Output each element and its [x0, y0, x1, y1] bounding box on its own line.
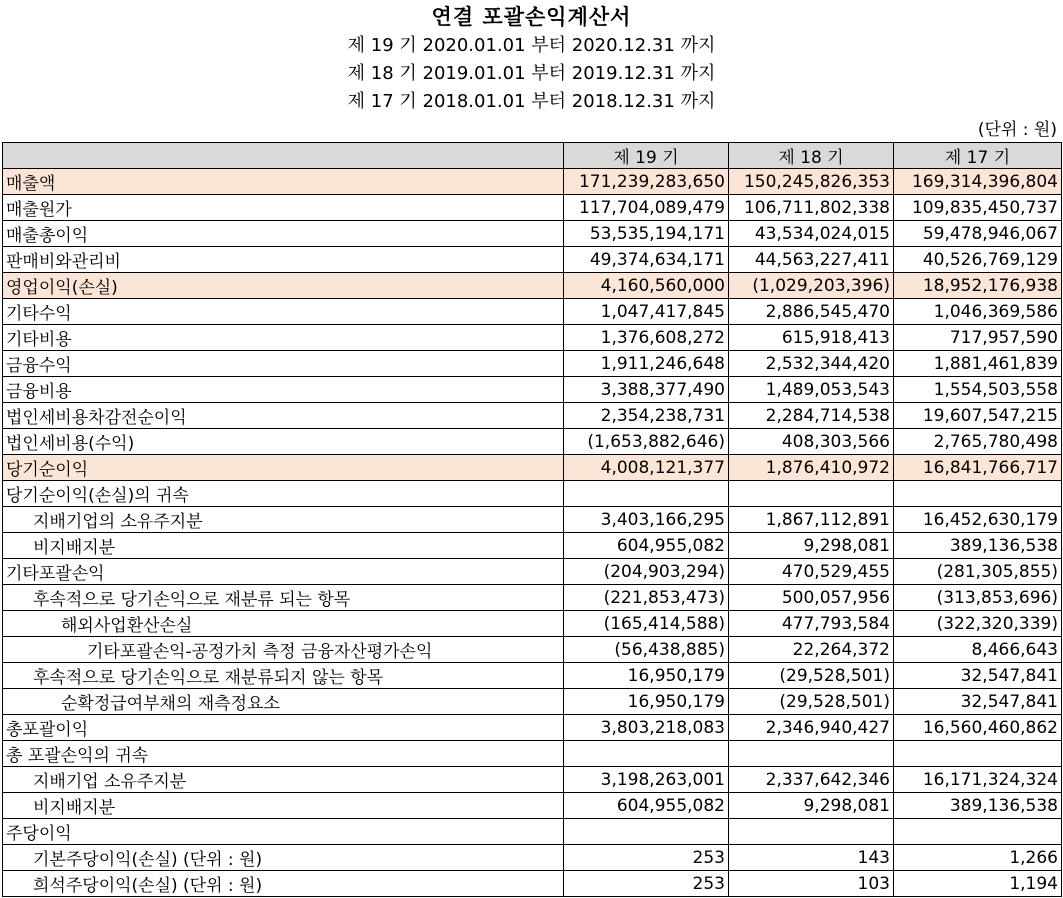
table-row [3, 221, 1062, 247]
column-header-19: 제 19 기 [564, 143, 729, 169]
value-cell-17 [894, 741, 1062, 767]
value-cell-19: (221,853,473) [564, 585, 729, 611]
row-label: 해외사업환산손실 [3, 611, 564, 637]
table-row [3, 741, 1062, 767]
value-cell-17: 1,194 [894, 871, 1062, 897]
row-label: 지배기업 소유주지분 [3, 767, 564, 793]
row-label: 비지배지분 [3, 533, 564, 559]
value-cell-19: 49,374,634,171 [564, 247, 729, 273]
table-row [3, 507, 1062, 533]
row-label: 후속적으로 당기손익으로 재분류되지 않는 항목 [3, 663, 564, 689]
value-cell-19: 16,950,179 [564, 663, 729, 689]
value-cell-18: 2,346,940,427 [729, 715, 894, 741]
value-cell-17: 16,171,324,324 [894, 767, 1062, 793]
row-label: 기타수익 [3, 299, 564, 325]
row-label: 금융수익 [3, 351, 564, 377]
table-row [3, 871, 1062, 897]
value-cell-18: 44,563,227,411 [729, 247, 894, 273]
table-row [3, 533, 1062, 559]
row-label: 총 포괄손익의 귀속 [3, 741, 564, 767]
value-cell-18: 477,793,584 [729, 611, 894, 637]
statement-header [0, 0, 1063, 116]
table-row [3, 169, 1062, 195]
income-statement-table [2, 142, 1062, 897]
row-label: 기타포괄손익 [3, 559, 564, 585]
value-cell-18: 22,264,372 [729, 637, 894, 663]
value-cell-17: 1,266 [894, 845, 1062, 871]
value-cell-18: (29,528,501) [729, 689, 894, 715]
value-cell-19 [564, 741, 729, 767]
table-row [3, 325, 1062, 351]
value-cell-19 [564, 481, 729, 507]
row-label: 판매비와관리비 [3, 247, 564, 273]
table-row [3, 377, 1062, 403]
value-cell-17: 40,526,769,129 [894, 247, 1062, 273]
value-cell-18: 615,918,413 [729, 325, 894, 351]
value-cell-18: 1,867,112,891 [729, 507, 894, 533]
unit-label: (단위 : 원) [977, 120, 1057, 140]
column-header-17: 제 17 기 [894, 143, 1062, 169]
value-cell-17: (281,305,855) [894, 559, 1062, 585]
table-row [3, 403, 1062, 429]
row-label: 희석주당이익(손실) (단위 : 원) [3, 871, 564, 897]
row-label: 기본주당이익(손실) (단위 : 원) [3, 845, 564, 871]
value-cell-19: 253 [564, 845, 729, 871]
value-cell-18: 408,303,566 [729, 429, 894, 455]
value-cell-19: 3,803,218,083 [564, 715, 729, 741]
value-cell-17: 16,841,766,717 [894, 455, 1062, 481]
value-cell-18: 500,057,956 [729, 585, 894, 611]
value-cell-18 [729, 481, 894, 507]
value-cell-18: 150,245,826,353 [729, 169, 894, 195]
table-row [3, 455, 1062, 481]
value-cell-18: 43,534,024,015 [729, 221, 894, 247]
table-row [3, 429, 1062, 455]
row-label: 금융비용 [3, 377, 564, 403]
value-cell-18: (1,029,203,396) [729, 273, 894, 299]
table-row [3, 247, 1062, 273]
value-cell-19: 53,535,194,171 [564, 221, 729, 247]
row-label: 매출액 [3, 169, 564, 195]
value-cell-19: 4,160,560,000 [564, 273, 729, 299]
value-cell-17: 59,478,946,067 [894, 221, 1062, 247]
table-row [3, 663, 1062, 689]
value-cell-18: 9,298,081 [729, 533, 894, 559]
row-label: 법인세비용(수익) [3, 429, 564, 455]
value-cell-19: 16,950,179 [564, 689, 729, 715]
value-cell-19: 604,955,082 [564, 793, 729, 819]
period-line-18: 제 18 기 2019.01.01 부터 2019.12.31 까지 [347, 63, 716, 84]
value-cell-18 [729, 741, 894, 767]
value-cell-17: 16,560,460,862 [894, 715, 1062, 741]
row-label: 기타비용 [3, 325, 564, 351]
row-label: 당기순이익 [3, 455, 564, 481]
value-cell-17: (313,853,696) [894, 585, 1062, 611]
value-cell-17: 1,554,503,558 [894, 377, 1062, 403]
table-row [3, 793, 1062, 819]
value-cell-19: 253 [564, 871, 729, 897]
column-header-label [3, 143, 564, 169]
table-row [3, 611, 1062, 637]
value-cell-19 [564, 819, 729, 845]
value-cell-17 [894, 481, 1062, 507]
table-row [3, 715, 1062, 741]
value-cell-17: 717,957,590 [894, 325, 1062, 351]
value-cell-19: (165,414,588) [564, 611, 729, 637]
table-row [3, 559, 1062, 585]
value-cell-17: 1,881,461,839 [894, 351, 1062, 377]
value-cell-17: 169,314,396,804 [894, 169, 1062, 195]
table-row [3, 299, 1062, 325]
value-cell-17: 32,547,841 [894, 689, 1062, 715]
value-cell-18: 143 [729, 845, 894, 871]
value-cell-17: 389,136,538 [894, 793, 1062, 819]
value-cell-17: 18,952,176,938 [894, 273, 1062, 299]
table-row [3, 273, 1062, 299]
table-header-row [3, 143, 1062, 169]
table-row [3, 845, 1062, 871]
value-cell-19: 1,376,608,272 [564, 325, 729, 351]
value-cell-18: 2,284,714,538 [729, 403, 894, 429]
value-cell-17: 389,136,538 [894, 533, 1062, 559]
value-cell-18: 2,886,545,470 [729, 299, 894, 325]
value-cell-19: 3,403,166,295 [564, 507, 729, 533]
statement-title: 연결 포괄손익계산서 [431, 5, 632, 29]
table-row [3, 585, 1062, 611]
value-cell-19: 171,239,283,650 [564, 169, 729, 195]
row-label: 매출원가 [3, 195, 564, 221]
row-label: 주당이익 [3, 819, 564, 845]
table-row [3, 767, 1062, 793]
value-cell-17: 16,452,630,179 [894, 507, 1062, 533]
value-cell-18: 470,529,455 [729, 559, 894, 585]
value-cell-17: (322,320,339) [894, 611, 1062, 637]
value-cell-19: (204,903,294) [564, 559, 729, 585]
row-label: 순확정급여부채의 재측정요소 [3, 689, 564, 715]
table-row [3, 481, 1062, 507]
value-cell-18: 103 [729, 871, 894, 897]
row-label: 매출총이익 [3, 221, 564, 247]
period-line-19: 제 19 기 2020.01.01 부터 2020.12.31 까지 [347, 35, 716, 56]
table-row [3, 351, 1062, 377]
column-header-18: 제 18 기 [729, 143, 894, 169]
table-body [3, 169, 1062, 897]
period-line-17: 제 17 기 2018.01.01 부터 2018.12.31 까지 [347, 91, 716, 112]
table-row [3, 195, 1062, 221]
row-label: 지배기업의 소유주지분 [3, 507, 564, 533]
value-cell-19: 3,198,263,001 [564, 767, 729, 793]
value-cell-17: 32,547,841 [894, 663, 1062, 689]
value-cell-17: 19,607,547,215 [894, 403, 1062, 429]
value-cell-19: 2,354,238,731 [564, 403, 729, 429]
value-cell-18: 9,298,081 [729, 793, 894, 819]
value-cell-18: 1,489,053,543 [729, 377, 894, 403]
value-cell-18: 1,876,410,972 [729, 455, 894, 481]
value-cell-18 [729, 819, 894, 845]
value-cell-19: 1,047,417,845 [564, 299, 729, 325]
value-cell-17 [894, 819, 1062, 845]
value-cell-17: 8,466,643 [894, 637, 1062, 663]
row-label: 기타포괄손익-공정가치 측정 금융자산평가손익 [3, 637, 564, 663]
value-cell-17: 1,046,369,586 [894, 299, 1062, 325]
value-cell-19: 4,008,121,377 [564, 455, 729, 481]
value-cell-17: 2,765,780,498 [894, 429, 1062, 455]
value-cell-18: 106,711,802,338 [729, 195, 894, 221]
row-label: 총포괄이익 [3, 715, 564, 741]
value-cell-17: 109,835,450,737 [894, 195, 1062, 221]
row-label: 법인세비용차감전순이익 [3, 403, 564, 429]
table-row [3, 819, 1062, 845]
table-row [3, 689, 1062, 715]
value-cell-18: 2,337,642,346 [729, 767, 894, 793]
value-cell-19: 3,388,377,490 [564, 377, 729, 403]
value-cell-18: 2,532,344,420 [729, 351, 894, 377]
value-cell-18: (29,528,501) [729, 663, 894, 689]
value-cell-19: 1,911,246,648 [564, 351, 729, 377]
row-label: 비지배지분 [3, 793, 564, 819]
row-label: 당기순이익(손실)의 귀속 [3, 481, 564, 507]
table-row [3, 637, 1062, 663]
value-cell-19: (56,438,885) [564, 637, 729, 663]
value-cell-19: 604,955,082 [564, 533, 729, 559]
value-cell-19: 117,704,089,479 [564, 195, 729, 221]
row-label: 후속적으로 당기손익으로 재분류 되는 항목 [3, 585, 564, 611]
value-cell-19: (1,653,882,646) [564, 429, 729, 455]
row-label: 영업이익(손실) [3, 273, 564, 299]
